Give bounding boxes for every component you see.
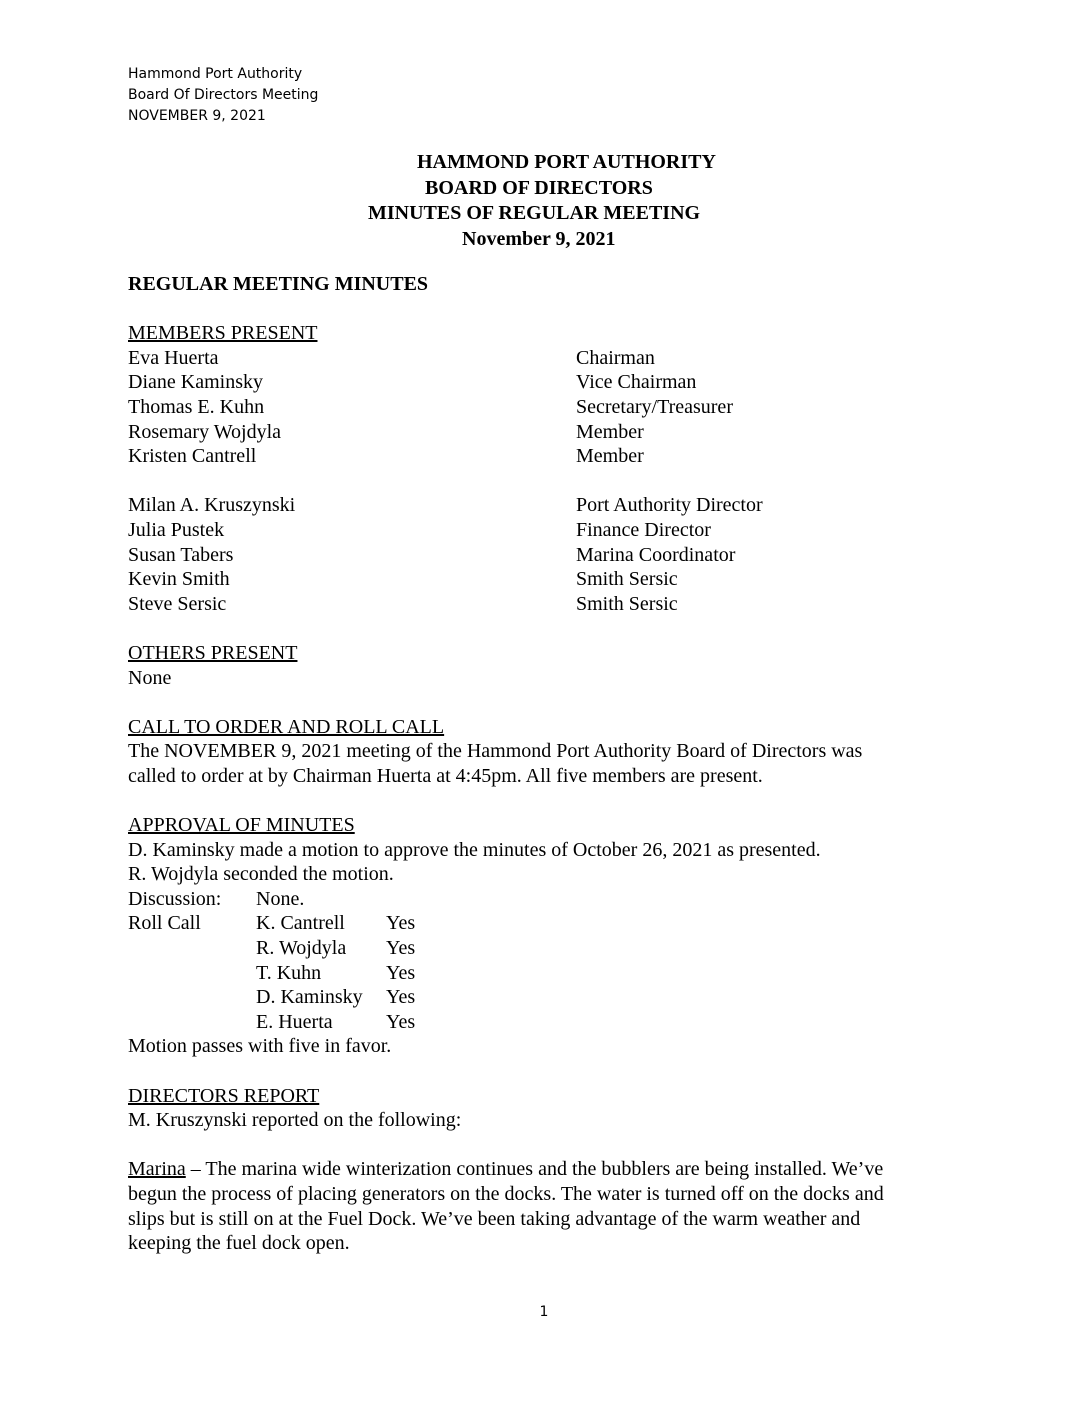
header-meeting: Board Of Directors Meeting xyxy=(128,87,319,103)
approval-of-minutes-heading: APPROVAL OF MINUTES xyxy=(128,814,355,837)
voter-name: E. Huerta xyxy=(256,1010,333,1033)
approval-of-minutes-section xyxy=(128,838,968,1059)
member-role: Chairman xyxy=(576,346,655,369)
vote-value: Yes xyxy=(386,986,416,1009)
staff-name: Steve Sersic xyxy=(128,592,227,615)
voter-name: T. Kuhn xyxy=(256,961,322,984)
member-role: Member xyxy=(576,420,644,443)
motion-text: D. Kaminsky made a motion to approve the minutes of October 26, 2021 as presented. xyxy=(128,838,821,861)
staff-role: Port Authority Director xyxy=(576,494,763,517)
call-to-order-heading: CALL TO ORDER AND ROLL CALL xyxy=(128,715,445,738)
call-to-order-paragraph xyxy=(128,739,968,788)
member-role: Secretary/Treasurer xyxy=(576,395,733,418)
voter-name: R. Wojdyla xyxy=(256,937,347,960)
paragraph-line: The NOVEMBER 9, 2021 meeting of the Hammond Port Authority Board of Directors was xyxy=(128,740,863,763)
vote-value: Yes xyxy=(386,937,416,960)
second-text: R. Wojdyla seconded the motion. xyxy=(128,863,394,886)
others-present-text: None xyxy=(128,666,172,689)
member-name: Diane Kaminsky xyxy=(128,371,263,394)
roll-call-table xyxy=(128,911,968,1034)
vote-value: Yes xyxy=(386,912,416,935)
member-role: Member xyxy=(576,445,644,468)
discussion-value: None. xyxy=(256,887,305,910)
document-body xyxy=(128,272,968,1256)
paragraph-line: slips but is still on at the Fuel Dock. We’ve been taking advantage of the warm weather and xyxy=(128,1207,861,1230)
paragraph-line: begun the process of placing generators on the docks. The water is turned off on the docks and xyxy=(128,1182,884,1205)
page-number: 1 xyxy=(539,1304,549,1320)
marina-paragraph xyxy=(128,1157,968,1255)
paragraph-line: called to order at by Chairman Huerta at 4:45pm. All five members are present. xyxy=(128,764,763,787)
staff-name: Kevin Smith xyxy=(128,568,230,591)
member-name: Eva Huerta xyxy=(128,346,219,369)
staff-name: Julia Pustek xyxy=(128,518,225,541)
marina-label: Marina xyxy=(128,1158,186,1181)
vote-value: Yes xyxy=(386,961,416,984)
voter-name: K. Cantrell xyxy=(256,912,345,935)
staff-name: Susan Tabers xyxy=(128,543,234,566)
voter-name: D. Kaminsky xyxy=(256,986,363,1009)
running-header xyxy=(128,64,318,127)
staff-role: Marina Coordinator xyxy=(576,543,736,566)
member-role: Vice Chairman xyxy=(576,371,697,394)
member-name: Thomas E. Kuhn xyxy=(128,395,265,418)
staff-role: Smith Sersic xyxy=(576,568,678,591)
motion-result: Motion passes with five in favor. xyxy=(128,1035,392,1058)
title-board: BOARD OF DIRECTORS xyxy=(425,176,653,199)
title-minutes: MINUTES OF REGULAR MEETING xyxy=(368,202,701,224)
paragraph-line: keeping the fuel dock open. xyxy=(128,1232,350,1255)
directors-report-heading: DIRECTORS REPORT xyxy=(128,1084,320,1107)
header-organization: Hammond Port Authority xyxy=(128,66,303,82)
member-name: Rosemary Wojdyla xyxy=(128,420,281,443)
document-title xyxy=(0,150,1088,252)
title-date: November 9, 2021 xyxy=(462,227,616,250)
vote-value: Yes xyxy=(386,1010,416,1033)
directors-report-intro: M. Kruszynski reported on the following: xyxy=(128,1109,462,1132)
member-name: Kristen Cantrell xyxy=(128,445,257,468)
header-date: NOVEMBER 9, 2021 xyxy=(128,108,266,124)
staff-roster xyxy=(128,493,968,616)
section-title: REGULAR MEETING MINUTES xyxy=(128,273,429,295)
discussion-row xyxy=(128,887,968,912)
paragraph-line: – The marina wide winterization continues and the bubblers are being installed. We’ve xyxy=(185,1158,884,1181)
staff-name: Milan A. Kruszynski xyxy=(128,494,296,517)
staff-role: Smith Sersic xyxy=(576,592,678,615)
title-organization: HAMMOND PORT AUTHORITY xyxy=(417,151,716,173)
roll-call-label: Roll Call xyxy=(128,912,201,935)
others-present-heading: OTHERS PRESENT xyxy=(128,641,298,664)
board-roster xyxy=(128,346,968,469)
discussion-label: Discussion: xyxy=(128,887,222,910)
staff-role: Finance Director xyxy=(576,518,711,541)
members-present-heading: MEMBERS PRESENT xyxy=(128,322,318,345)
